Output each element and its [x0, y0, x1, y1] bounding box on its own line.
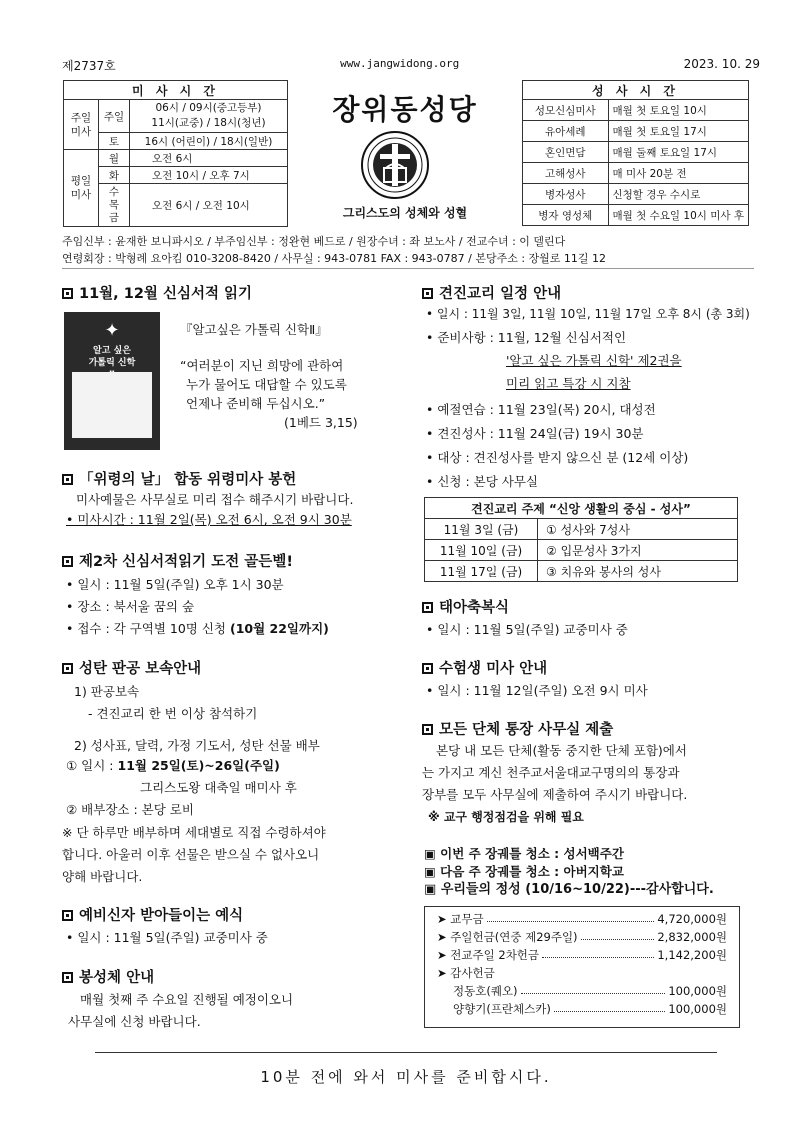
bankbook-line: 본당 내 모든 단체(활동 중지한 단체 포함)에서	[436, 743, 687, 758]
sacrament-name: 성모신심미사	[523, 100, 609, 121]
confirmation-topic-title: 견진교리 주제 “신앙 생활의 중심 - 성사”	[425, 498, 738, 519]
fetus-blessing-section-title: 태아축복식	[422, 596, 509, 617]
square-bullet-icon	[62, 288, 73, 299]
communion-text: 사무실에 신청 바랍니다.	[68, 1014, 201, 1029]
offering-row: ➤ 교무금 4,720,000원	[437, 912, 727, 926]
square-bullet-icon	[422, 663, 433, 674]
mass-day: 수 목 금	[99, 184, 130, 227]
golden-bell-details	[66, 574, 329, 640]
mass-times: 16시 (어린이) / 18시(일반)	[130, 133, 288, 150]
christmas-note	[62, 822, 326, 888]
mass-schedule-table	[63, 80, 288, 227]
square-bullet-icon	[62, 663, 73, 674]
square-bullet-icon	[422, 288, 433, 299]
square-bullet-icon	[62, 474, 73, 485]
square-bullet-icon	[422, 602, 433, 613]
golden-bell-section-title: 제2차 신심서적읽기 도전 골든벨!	[62, 550, 293, 571]
offering-row: ➤ 감사헌금	[437, 966, 495, 980]
christmas-item: 그리스도왕 대축일 매미사 후	[140, 780, 297, 795]
quote-reference: (1베드 3,15)	[284, 415, 358, 430]
sacrament-name: 고해성사	[523, 163, 609, 184]
topic-name: ② 입문성사 3가지	[538, 540, 738, 561]
cleaning-next-week: ▣ 다음 주 장궤틀 청소 : 아버지학교	[424, 864, 624, 879]
christmas-item: 1) 판공보속	[74, 684, 140, 699]
christmas-item: 2) 성사표, 달력, 가정 기도서, 성탄 선물 배부	[74, 738, 320, 753]
confirmation-rehearsal: • 예절연습 : 11월 23일(목) 20시, 대성전	[426, 402, 656, 417]
confirmation-ceremony: • 견진성사 : 11월 24일(금) 19시 30분	[426, 426, 644, 441]
sacrament-schedule-table	[522, 80, 749, 226]
book-quote	[180, 356, 358, 432]
issue-date: 2023. 10. 29	[683, 57, 760, 71]
quote-line: “여러분이 지닌 희망에 관하여	[180, 358, 344, 373]
bankbook-line: 는 가지고 계신 천주교서울대교구명의의 통장과	[422, 765, 680, 780]
square-bullet-icon: ▣	[424, 864, 441, 879]
offering-row: ➤ 전교주일 2차헌금 1,142,200원	[437, 948, 727, 962]
mass-times: 오전 10시 / 오후 7시	[130, 167, 288, 184]
memorial-text: 미사예물은 사무실로 미리 접수 해주시기 바랍니다.	[76, 492, 354, 507]
topic-date: 11월 17일 (금)	[425, 561, 538, 582]
cleaning-info	[424, 845, 714, 899]
memorial-time: • 미사시간 : 11월 2일(목) 오전 6시, 오전 9시 30분	[66, 512, 352, 527]
sacrament-time: 신청할 경우 수시로	[608, 184, 748, 205]
confirmation-prep: • 준비사항 : 11월, 12월 신심서적인	[426, 330, 627, 345]
golden-bell-date: • 일시 : 11월 5일(주일) 오후 1시 30분	[66, 577, 284, 592]
cleaning-this-week: ▣ 이번 주 장궤틀 청소 : 성서백주간	[424, 846, 624, 861]
topic-name: ① 성사와 7성사	[538, 519, 738, 540]
confirmation-date: • 일시 : 11월 3일, 11월 10일, 11월 17일 오후 8시 (총 3회)	[426, 307, 750, 321]
golden-bell-place: • 장소 : 북서울 꿈의 숲	[66, 599, 195, 614]
book-cover-illustration	[72, 372, 152, 438]
staff-info	[62, 233, 752, 267]
offering-title: ▣ 우리들의 정성 (10/16~10/22)---감사합니다.	[424, 882, 714, 897]
footer-message: 10분 전에 와서 미사를 준비합시다.	[260, 1068, 552, 1086]
exam-mass-section-title: 수험생 미사 안내	[422, 657, 547, 678]
bankbook-text	[422, 740, 687, 828]
fetus-blessing-time: • 일시 : 11월 5일(주일) 교중미사 중	[426, 622, 628, 637]
topic-date: 11월 3일 (금)	[425, 519, 538, 540]
topic-name: ③ 치유와 봉사의 성사	[538, 561, 738, 582]
confirmation-prep-book: '알고 싶은 가톨릭 신학' 제2권을	[506, 353, 682, 368]
exam-mass-time: • 일시 : 11월 12일(주일) 오전 9시 미사	[426, 683, 648, 698]
square-bullet-icon	[62, 556, 73, 567]
sacrament-schedule-title: 성 사 시 간	[523, 81, 749, 100]
note-line: 합니다. 아울러 이후 선물은 받으실 수 없사오니	[62, 847, 320, 862]
sacrament-time: 매월 첫 토요일 10시	[608, 100, 748, 121]
top-info-bar	[62, 57, 760, 74]
mass-schedule-title: 미 사 시 간	[64, 81, 288, 100]
mass-day: 화	[99, 167, 130, 184]
mass-day: 월	[99, 150, 130, 167]
confirmation-prep-note: 미리 읽고 특강 시 지참	[506, 376, 631, 391]
offering-row: ➤ 주일헌금(연중 제29주일) 2,832,000원	[437, 930, 727, 944]
christmas-item: ② 배부장소 : 본당 로비	[66, 802, 194, 817]
sacrament-time: 매월 첫 토요일 17시	[608, 121, 748, 142]
mass-day: 토	[99, 133, 130, 150]
quote-line: 누가 물어도 대답할 수 있도록	[186, 377, 347, 392]
sacrament-name: 유아세례	[523, 121, 609, 142]
christmas-section-title: 성탄 판공 보속안내	[62, 657, 201, 678]
golden-bell-apply: • 접수 : 각 구역별 10명 신청 (10월 22일까지)	[66, 621, 329, 636]
book-cover-title: 알고 싶은 가톨릭 신학	[88, 346, 136, 368]
confirmation-target: • 대상 : 견진성사를 받지 않으신 분 (12세 이상)	[426, 450, 689, 465]
issue-number: 제2737호	[62, 59, 116, 73]
square-bullet-icon: ▣	[424, 882, 441, 897]
topic-date: 11월 10일 (금)	[425, 540, 538, 561]
catechumen-section-title: 예비신자 받아들이는 예식	[62, 904, 243, 925]
website-url[interactable]: www.jangwidong.org	[340, 57, 460, 70]
note-line: 양해 바랍니다.	[62, 869, 143, 884]
communion-section-title: 봉성체 안내	[62, 966, 154, 987]
book-title: 『알고싶은 가톨릭 신학Ⅱ』	[180, 322, 328, 337]
dove-icon: ✦	[104, 320, 120, 341]
note-line: ※ 단 하루만 배부하며 세대별로 직접 수령하셔야	[62, 825, 326, 840]
header-divider	[62, 268, 754, 269]
square-bullet-icon	[422, 724, 433, 735]
offering-row: 정동호(퀘오) 100,000원	[453, 984, 727, 998]
confirmation-topic-table	[424, 497, 738, 582]
confirmation-apply: • 신청 : 본당 사무실	[426, 474, 539, 489]
mass-times: 오전 6시 / 오전 10시	[130, 184, 288, 227]
catechumen-time: • 일시 : 11월 5일(주일) 교중미사 중	[66, 930, 268, 945]
confirmation-section-title: 견진교리 일정 안내	[422, 282, 561, 303]
christmas-item: - 견진교리 한 번 이상 참석하기	[88, 706, 258, 721]
communion-text: 매월 첫째 주 수요일 진행될 예정이오니	[80, 992, 294, 1007]
sacrament-name: 병자 영성체	[523, 205, 609, 226]
bankbook-line: 장부를 모두 사무실에 제출하여 주시기 바랍니다.	[422, 787, 688, 802]
weekday-mass-label: 평일 미사	[64, 150, 99, 227]
memorial-section-title: 「위령의 날」 합동 위령미사 봉헌	[62, 468, 296, 489]
bankbook-note: ※ 교구 행정점검을 위해 필요	[428, 810, 584, 824]
square-bullet-icon: ▣	[424, 846, 441, 861]
mass-day: 주일	[99, 100, 130, 133]
sacrament-name: 혼인면담	[523, 142, 609, 163]
parish-motto: 그리스도의 성체와 성혈	[342, 206, 468, 220]
staff-line-contact: 연령회장 : 박형례 요아킴 010-3208-8420 / 사무실 : 943-0781 FAX : 943-0787 / 본당주소 : 장월로 11길 12	[62, 252, 607, 265]
christmas-item: ① 일시 : 11월 25일(토)~26일(주일)	[66, 758, 280, 773]
parish-name: 장위동성당	[332, 93, 478, 126]
bankbook-section-title: 모든 단체 통장 사무실 제출	[422, 718, 613, 739]
sacrament-time: 매월 첫 수요일 10시 미사 후	[608, 205, 748, 226]
footer-divider	[95, 1052, 717, 1053]
parish-emblem-icon	[360, 130, 430, 200]
sacrament-name: 병자성사	[523, 184, 609, 205]
quote-line: 언제나 준비해 두십시오.”	[186, 396, 326, 411]
sacrament-time: 매 미사 20분 전	[608, 163, 748, 184]
sacrament-time: 매월 둘째 토요일 17시	[608, 142, 748, 163]
mass-times: 오전 6시	[130, 150, 288, 167]
offerings-box	[424, 906, 740, 1028]
sunday-mass-label: 주일 미사	[64, 100, 99, 150]
mass-times: 06시 / 09시(중고등부) 11시(교중) / 18시(청년)	[130, 100, 288, 133]
reading-section-title: 11월, 12월 신심서적 읽기	[62, 282, 252, 303]
staff-line-clergy: 주임신부 : 윤재한 보니파시오 / 부주임신부 : 정완현 베드로 / 원장수녀 : 좌 보노사 / 전교수녀 : 이 델린다	[62, 235, 566, 248]
square-bullet-icon	[62, 972, 73, 983]
square-bullet-icon	[62, 910, 73, 921]
book-cover-image	[64, 312, 160, 450]
offering-row: 양향기(프란체스카) 100,000원	[453, 1002, 727, 1016]
